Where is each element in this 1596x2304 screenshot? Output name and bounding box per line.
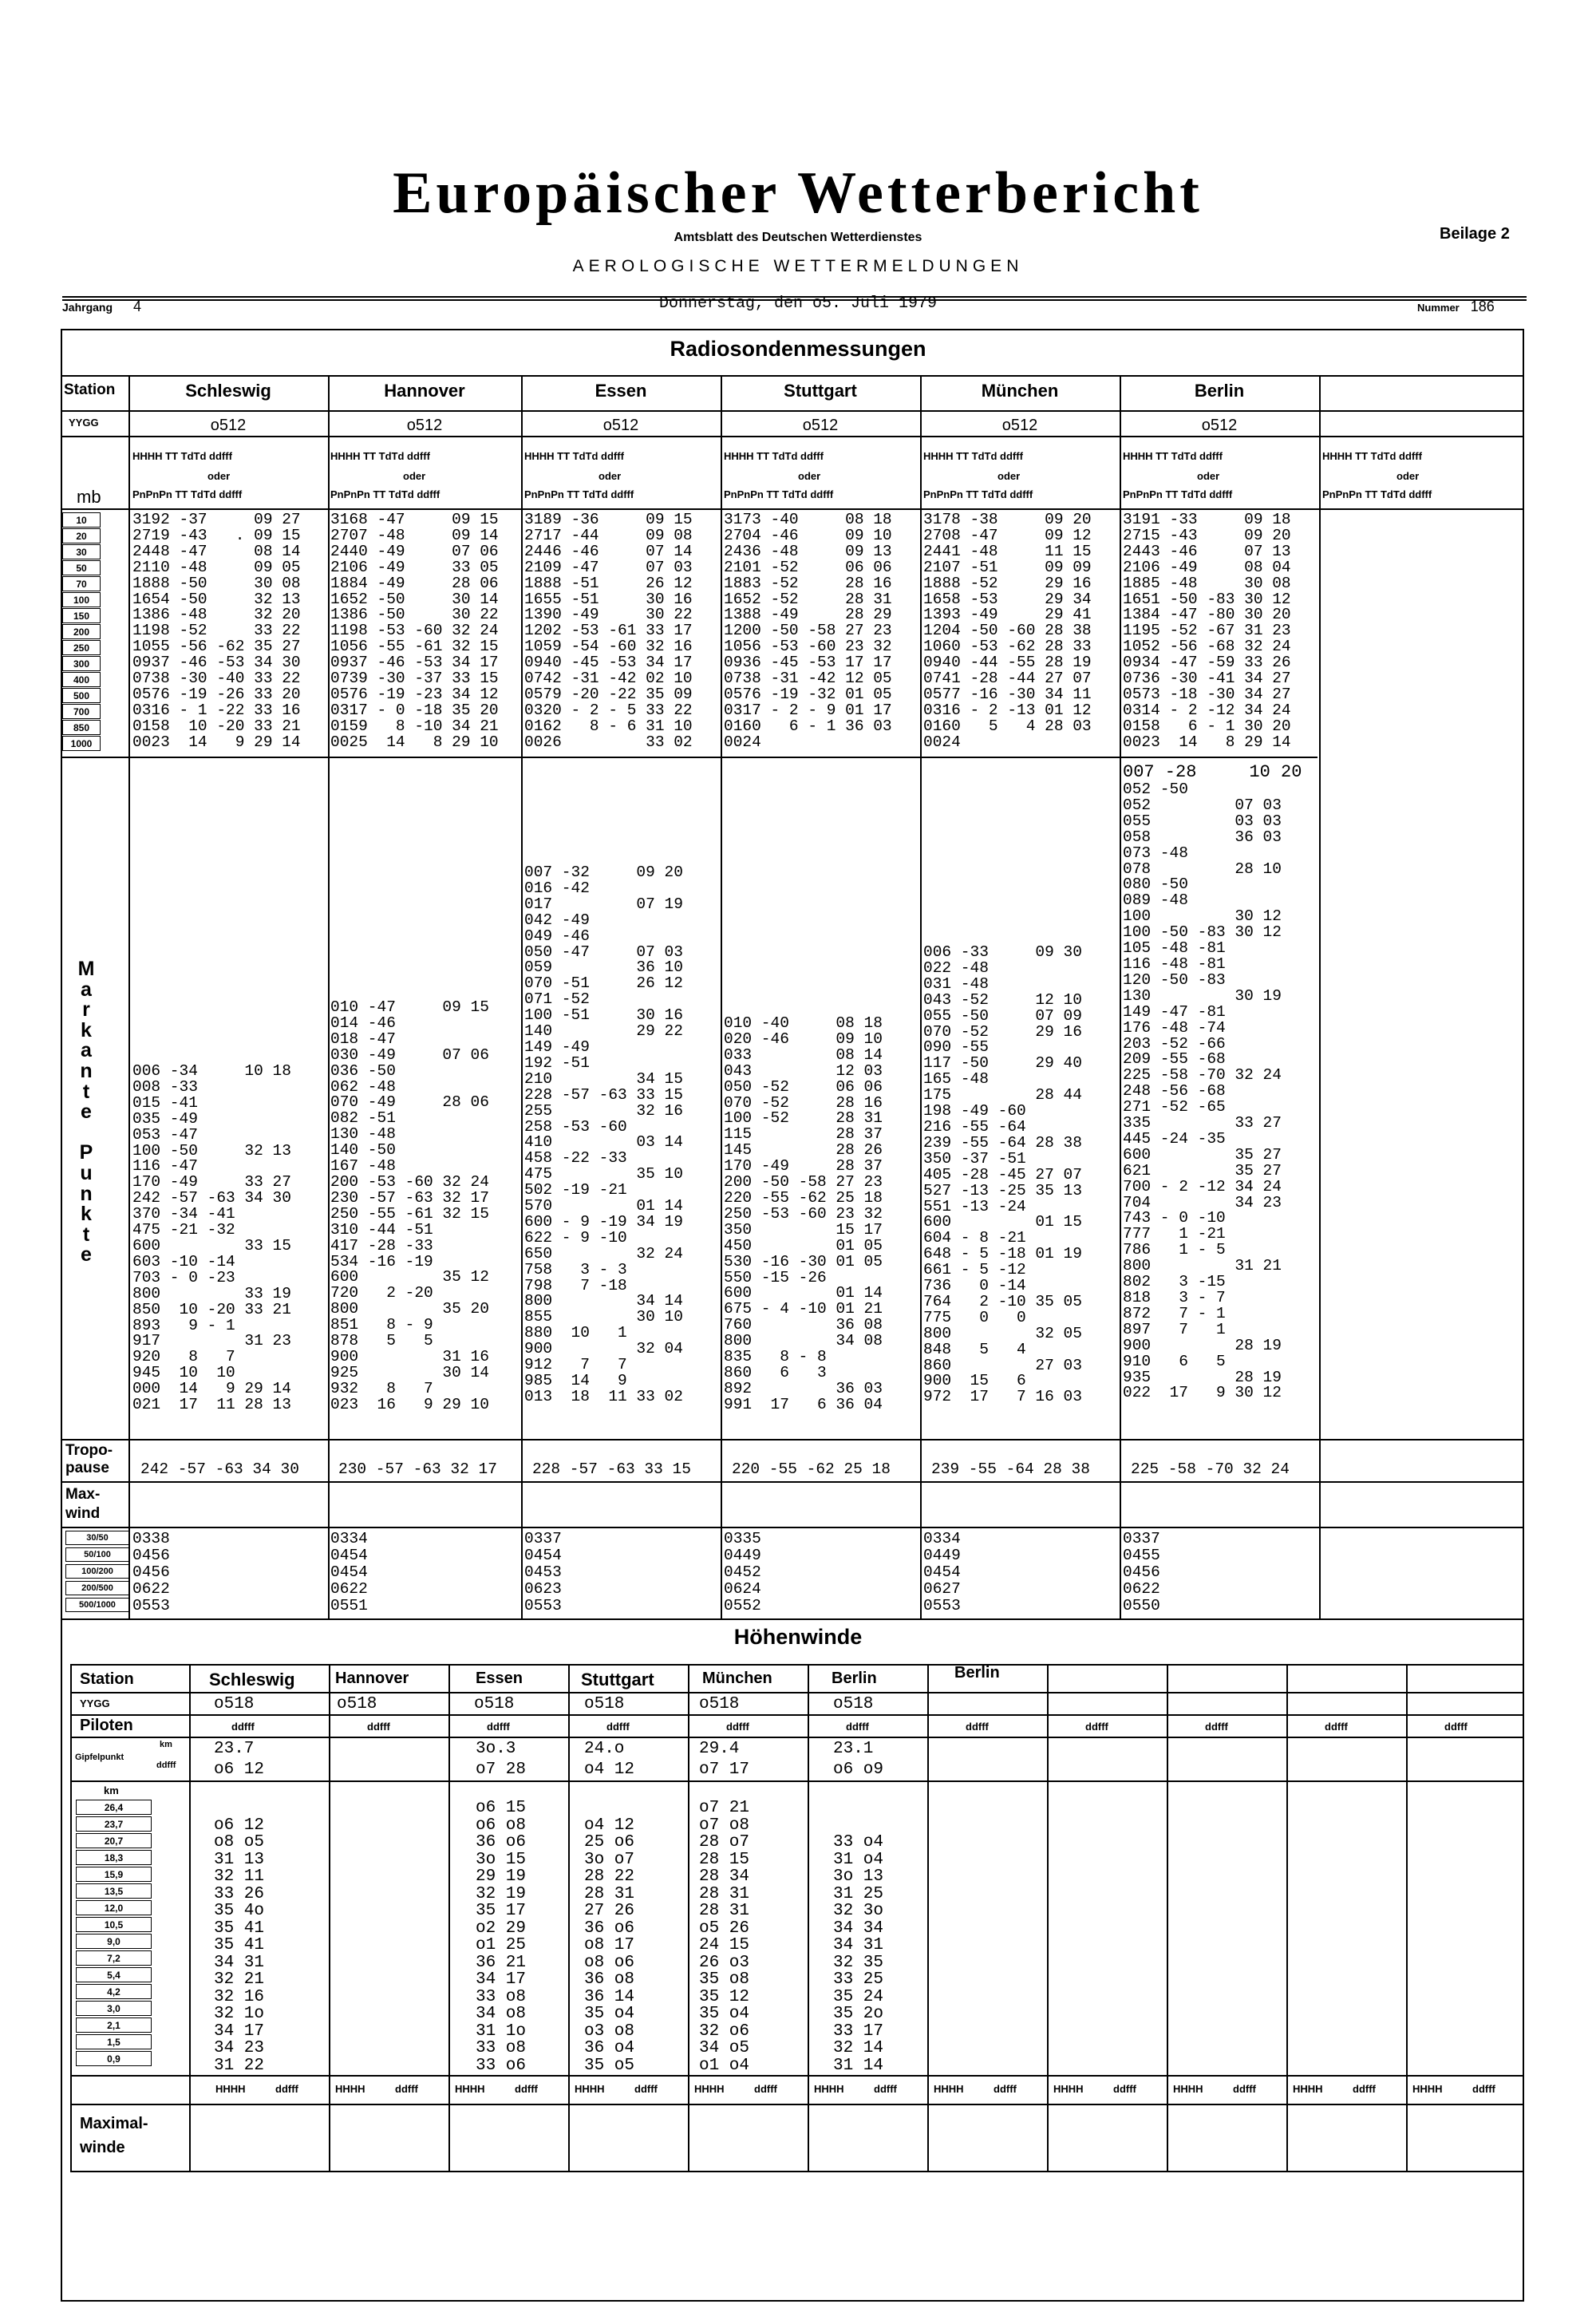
hw-gipfel-km-stuttgart: 24.o [584, 1740, 625, 1758]
colhdr-7-b: oder [1396, 470, 1420, 482]
hw-rule-maximal-bottom [70, 2171, 1524, 2172]
colhdr-1-c: PnPnPn TT TdTd ddfff [132, 488, 243, 500]
hw-piloten-label: Piloten [80, 1717, 133, 1734]
station-muenchen: München [981, 381, 1059, 401]
col-rule-3 [721, 375, 722, 1618]
tropo-stuttgart: 220 -55 -62 25 18 [732, 1460, 891, 1478]
tropo-schleswig: 242 -57 -63 34 30 [140, 1460, 299, 1478]
markante-letter: M [77, 958, 95, 980]
colhdr-7-a: HHHH TT TdTd ddfff [1322, 450, 1422, 462]
km-level-1-5: 1,5 [76, 2034, 152, 2049]
std-levels-muenchen: 3178 -38 09 20 2708 -47 09 12 2441 -48 11 15 2107 -51 09 09 1888 -52 29 16 1658 -53 29 34 1393 -49 29 41 1204 -50 -60 28 38 1060 -53 -62 28 33 0940 -44 -55 28 19 0741 -28 -44 27 07 0577 -16 -30 34 11 0316 - 2 -13 01 12 0160 5 4 28 03 0024 [923, 511, 1092, 751]
rule-station-top [61, 375, 1524, 377]
hw-piloten-ddfff-1: ddfff [231, 1721, 255, 1733]
hw-ddfff-1: ddfff [275, 2083, 298, 2095]
station-berlin: Berlin [1194, 381, 1245, 401]
hw-col-rule-3 [568, 1664, 570, 2171]
mb-level-400: 400 [62, 672, 101, 687]
hw-col-rule-4 [688, 1664, 689, 2171]
km-level-5-4: 5,4 [76, 1967, 152, 1982]
mb-level-20: 20 [62, 528, 101, 543]
hw-station-label: Station [80, 1670, 134, 1688]
hw-ddfff-10: ddfff [1353, 2083, 1376, 2095]
maxwind-essen: 0337 0454 0453 0623 0553 [524, 1530, 562, 1614]
markante-letter: t [82, 1080, 90, 1103]
mb-level-200: 200 [62, 624, 101, 639]
maxwind-muenchen: 0334 0449 0454 0627 0553 [923, 1530, 961, 1614]
colhdr-4-a: HHHH TT TdTd ddfff [724, 450, 824, 462]
km-level-12-0: 12,0 [76, 1900, 152, 1915]
km-level-0-9: 0,9 [76, 2051, 152, 2066]
tropo-essen: 228 -57 -63 33 15 [532, 1460, 691, 1478]
rule-maxwind-levels-bottom [61, 1618, 1524, 1620]
hw-station-hannover: Hannover [335, 1670, 409, 1687]
hw-gipfel-ddfff-muenchen: o7 17 [699, 1761, 750, 1779]
hw-winds-stuttgart: o4 12 25 o6 3o o7 28 22 28 31 27 26 36 o6 o8 17 o8 o6 36 o8 36 14 35 o4 o3 o8 36 o4 35 o5 [584, 1816, 635, 2075]
nummer [1417, 298, 1495, 315]
station-stuttgart: Stuttgart [784, 381, 857, 401]
hw-gipfel-km-berlin: 23.1 [833, 1740, 874, 1758]
hw-ddfff-6: ddfff [874, 2083, 897, 2095]
page-title: Europäischer Wetterbericht [393, 160, 1203, 226]
maxwind-hannover: 0334 0454 0454 0622 0551 [330, 1530, 368, 1614]
hw-col-rule-10 [1406, 1664, 1408, 2171]
yygg-essen: o512 [602, 417, 639, 434]
hw-yygg-essen: o518 [474, 1695, 515, 1713]
colhdr-5-a: HHHH TT TdTd ddfff [923, 450, 1023, 462]
nummer-value: 186 [1470, 298, 1495, 314]
colhdr-7-c: PnPnPn TT TdTd ddfff [1322, 488, 1432, 500]
hw-piloten-ddfff-11: ddfff [1444, 1721, 1468, 1733]
hw-piloten-ddfff-7: ddfff [966, 1721, 989, 1733]
maximalwinde-label: Maximal- winde [80, 2115, 148, 2156]
colhdr-5-c: PnPnPn TT TdTd ddfff [923, 488, 1033, 500]
sig-points-muenchen: 006 -33 09 30 022 -48 031 -48 043 -52 12 10 055 -50 07 09 070 -52 29 16 090 -55 117 -50 29 40 165 -48 175 28 44 198 -49 -60 216 -55 -64 239 -55 -64 28 38 350 -37 -51 405 -28 -45 27 07 527 -13 -25 35 13 551 -13 -24 600 01 15 604 - 8 -21 648 - 5 -18 01 19 661 - 5 -12 736 0 -14 764 2 -10 35 05 775 0 0 800 32 05 848 5 4 860 27 03 900 15 6 972 17 7 16 03 [923, 943, 1082, 1406]
hw-rule-km-bottom [70, 2075, 1524, 2077]
mb-level-700: 700 [62, 704, 101, 719]
jahrgang-label: Jahrgang [62, 301, 113, 314]
subtitle: Amtsblatt des Deutschen Wetterdienstes [674, 231, 922, 244]
yygg-stuttgart: o512 [802, 417, 839, 434]
sig-points-berlin-first: 007 -28 10 20 [1123, 762, 1302, 782]
colhdr-3-c: PnPnPn TT TdTd ddfff [524, 488, 634, 500]
colhdr-3-b: oder [598, 470, 622, 482]
hw-gipfel-ddfff-schleswig: o6 12 [214, 1761, 265, 1779]
colhdr-5-b: oder [998, 470, 1021, 482]
km-level-4-2: 4,2 [76, 1984, 152, 1999]
col-rule-2 [521, 375, 523, 1618]
mb-level-850: 850 [62, 720, 101, 735]
rule-colhdr-bottom [61, 508, 1524, 510]
colhdr-2-b: oder [403, 470, 426, 482]
hw-yygg-stuttgart: o518 [584, 1695, 625, 1713]
col-rule-label [128, 375, 130, 1618]
hw-ddfff-2: ddfff [395, 2083, 418, 2095]
hw-gipfel-ddfff-berlin: o6 o9 [833, 1761, 884, 1779]
hw-piloten-ddfff-5: ddfff [726, 1721, 749, 1733]
markante-letter: u [80, 1161, 93, 1184]
hw-piloten-ddfff-8: ddfff [1085, 1721, 1108, 1733]
colhdr-6-c: PnPnPn TT TdTd ddfff [1123, 488, 1233, 500]
hw-rule-top [70, 1664, 1524, 1666]
maxwind-berlin: 0337 0455 0456 0622 0550 [1123, 1530, 1160, 1614]
std-levels-hannover: 3168 -47 09 15 2707 -48 09 14 2440 -49 07 06 2106 -49 33 05 1884 -49 28 06 1652 -50 30 14 1386 -50 30 22 1198 -53 -60 32 24 1056 -55 -61 32 15 0937 -46 -53 34 17 0739 -30 -37 33 15 0576 -19 -23 34 12 0317 - 0 -18 35 20 0159 8 -10 34 21 0025 14 8 29 10 [330, 511, 499, 751]
yygg-berlin: o512 [1201, 417, 1238, 434]
hw-rule-gipfel-bottom [70, 1780, 1524, 1782]
mb-level-30: 30 [62, 544, 101, 559]
hw-gipfel-ddfff-label: ddfff [156, 1761, 176, 1770]
tropo-muenchen: 239 -55 -64 28 38 [931, 1460, 1090, 1478]
hw-rule-piloten-bottom [70, 1737, 1524, 1738]
section-heading: AEROLOGISCHE WETTERMELDUNGEN [572, 257, 1024, 275]
colhdr-6-b: oder [1197, 470, 1220, 482]
colhdr-1-a: HHHH TT TdTd ddfff [132, 450, 232, 462]
mb-level-300: 300 [62, 656, 101, 671]
std-levels-essen: 3189 -36 09 15 2717 -44 09 08 2446 -46 07 14 2109 -47 07 03 1888 -51 26 12 1655 -51 30 16 1390 -49 30 22 1202 -53 -61 33 17 1059 -54 -60 32 16 0940 -45 -53 34 17 0742 -31 -42 02 10 0579 -20 -22 35 09 0320 - 2 - 5 33 22 0162 8 - 6 31 10 0026 33 02 [524, 511, 693, 751]
col-rule-4 [920, 375, 922, 1618]
hw-rule-yygg-bottom [70, 1714, 1524, 1716]
hw-winds-muenchen: o7 21 o7 o8 28 o7 28 15 28 34 28 31 28 31 o5 26 24 15 26 o3 35 o8 35 12 35 o4 32 o6 34 o5 o1 o4 [699, 1799, 750, 2075]
sig-points-hannover: 010 -47 09 15 014 -46 018 -47 030 -49 07 06 036 -50 062 -48 070 -49 28 06 082 -51 130 -48 140 -50 167 -48 200 -53 -60 32 24 230 -57 -63 32 17 250 -55 -61 32 15 310 -44 -51 417 -28 -33 534 -16 -19 600 35 12 720 2 -20 800 35 20 851 8 - 9 878 5 5 900 31 16 925 30 14 932 8 7 023 16 9 29 10 [330, 998, 489, 1413]
hw-rule-hhhh-bottom [70, 2104, 1524, 2105]
mb-level-100: 100 [62, 592, 101, 607]
hw-station-berlin-2: Berlin [954, 1664, 1000, 1682]
hw-col-rule-9 [1286, 1664, 1288, 2171]
std-levels-stuttgart: 3173 -40 08 18 2704 -46 09 10 2436 -48 09 13 2101 -52 06 06 1883 -52 28 16 1652 -52 28 31 1388 -49 28 29 1200 -50 -58 27 23 1056 -53 -60 23 32 0936 -45 -53 17 17 0738 -31 -42 12 05 0576 -19 -32 01 05 0317 - 2 - 9 01 17 0160 6 - 1 36 03 0024 [724, 511, 892, 751]
mb-level-250: 250 [62, 640, 101, 655]
hw-ddfff-5: ddfff [754, 2083, 777, 2095]
col-rule-5 [1120, 375, 1121, 1618]
sig-points-berlin: 052 -50 052 07 03 055 03 03 058 36 03 073 -48 078 28 10 080 -50 089 -48 100 30 12 100 -50 -83 30 12 105 -48 -81 116 -48 -81 120 -50 -83 130 30 19 149 -47 -81 176 -48 -74 203 -52 -66 209 -55 -68 225 -58 -70 32 24 248 -56 -68 271 -52 -65 335 33 27 445 -24 -35 600 35 27 621 35 27 700 - 2 -12 34 24 704 34 23 743 - 0 -10 777 1 -21 786 1 - 5 800 31 21 802 3 -15 818 3 - 7 872 7 - 1 897 7 1 900 28 19 910 6 5 935 28 19 022 17 9 30 12 [1123, 781, 1282, 1402]
hw-gipfel-ddfff-stuttgart: o4 12 [584, 1761, 635, 1779]
km-level-15-9: 15,9 [76, 1867, 152, 1882]
hw-station-essen: Essen [476, 1670, 523, 1687]
hw-winds-essen: o6 15 o6 o8 36 o6 3o 15 29 19 32 19 35 17 o2 29 o1 25 36 21 34 17 33 o8 34 o8 31 1o 33 o8 33 o6 [476, 1799, 527, 2075]
hw-rule-station-bottom [70, 1692, 1524, 1693]
rule-sig-bottom [61, 1439, 1524, 1440]
markante-punkte-label [69, 959, 104, 1266]
radiosonde-title: Radiosondenmessungen [670, 337, 926, 361]
hw-winds-berlin: 33 o4 31 o4 3o 13 31 25 32 3o 34 34 34 31 32 35 33 25 35 24 35 2o 33 17 32 14 31 14 [833, 1833, 884, 2075]
rule-yygg-bottom [61, 436, 1524, 437]
hw-ddfff-3: ddfff [515, 2083, 538, 2095]
hw-winds-schleswig: o6 12 o8 o5 31 13 32 11 33 26 35 4o 35 41 35 41 34 31 32 21 32 16 32 1o 34 17 34 23 31 22 [214, 1816, 265, 2075]
markante-letter: a [81, 978, 92, 1001]
markante-letter: t [82, 1223, 90, 1246]
station-essen: Essen [595, 381, 647, 401]
maxwind-stuttgart: 0335 0449 0452 0624 0552 [724, 1530, 761, 1614]
col-rule-6 [1319, 375, 1321, 1618]
hw-yygg-hannover: o518 [337, 1695, 377, 1713]
nummer-label: Nummer [1417, 302, 1460, 314]
hw-gipfel-km-muenchen: 29.4 [699, 1740, 740, 1758]
markante-letter: k [81, 1018, 92, 1041]
km-level-10-5: 10,5 [76, 1917, 152, 1932]
hw-yygg-muenchen: o518 [699, 1695, 740, 1713]
hw-col-rule-2 [448, 1664, 450, 2171]
sig-points-stuttgart: 010 -40 08 18 020 -46 09 10 033 08 14 043 12 03 050 -52 06 06 070 -52 28 16 100 -52 28 31 115 28 37 145 28 26 170 -49 28 37 200 -50 -58 27 23 220 -55 -62 25 18 250 -53 -60 23 32 350 15 17 450 01 05 530 -16 -30 01 05 550 -15 -26 600 01 14 675 - 4 -10 01 21 760 36 08 800 34 08 835 8 - 8 860 6 3 892 36 03 991 17 6 36 04 [724, 1014, 883, 1413]
hw-station-muenchen: München [702, 1670, 772, 1687]
station-label: Station [64, 381, 116, 398]
markante-letter: r [82, 998, 90, 1022]
std-levels-berlin: 3191 -33 09 18 2715 -43 09 20 2443 -46 07 13 2106 -49 08 04 1885 -48 30 08 1651 -50 -83 30 12 1384 -47 -80 30 20 1195 -52 -67 31 23 1052 -56 -68 32 24 0934 -47 -59 33 26 0736 -30 -41 34 27 0573 -18 -30 34 27 0314 - 2 -12 34 24 0158 6 - 1 30 20 0023 14 8 29 14 [1123, 511, 1291, 751]
rule-station-bottom [61, 410, 1524, 412]
yygg-hannover: o512 [406, 417, 443, 434]
hw-piloten-ddfff-10: ddfff [1325, 1721, 1348, 1733]
tropo-berlin: 225 -58 -70 32 24 [1131, 1460, 1290, 1478]
km-level-13-5: 13,5 [76, 1883, 152, 1899]
hw-hhhh-4: HHHH [575, 2083, 605, 2095]
hw-gipfel-km-label: km [160, 1740, 172, 1749]
yygg-label: YYGG [69, 417, 99, 429]
colhdr-4-c: PnPnPn TT TdTd ddfff [724, 488, 834, 500]
colhdr-3-a: HHHH TT TdTd ddfff [524, 450, 624, 462]
hw-yygg-berlin: o518 [833, 1695, 874, 1713]
mb-level-1000: 1000 [62, 736, 101, 751]
markante-letter: n [80, 1182, 93, 1205]
km-level-23-7: 23,7 [76, 1816, 152, 1832]
hw-piloten-ddfff-9: ddfff [1205, 1721, 1228, 1733]
rule-maxwind-bottom [61, 1527, 1524, 1528]
markante-letter: a [81, 1039, 92, 1062]
station-hannover: Hannover [384, 381, 465, 401]
beilage-label: Beilage 2 [1440, 225, 1510, 243]
hw-col-rule-8 [1167, 1664, 1168, 2171]
markante-letter: e [81, 1101, 92, 1124]
rule-std-bottom [61, 757, 1317, 758]
hw-ddfff-4: ddfff [634, 2083, 658, 2095]
maxwind-label: Max- wind [65, 1486, 101, 1522]
hw-col-rule-7 [1047, 1664, 1049, 2171]
hw-piloten-ddfff-4: ddfff [606, 1721, 630, 1733]
hoehenwinde-title: Höhenwinde [733, 1625, 863, 1649]
mb-level-70: 70 [62, 576, 101, 591]
hw-ddfff-8: ddfff [1113, 2083, 1136, 2095]
hw-hhhh-10: HHHH [1293, 2083, 1323, 2095]
yygg-schleswig: o512 [210, 417, 247, 434]
mb-level-150: 150 [62, 608, 101, 623]
hw-col-rule-5 [808, 1664, 809, 2171]
hw-hhhh-8: HHHH [1053, 2083, 1084, 2095]
hw-hhhh-7: HHHH [934, 2083, 964, 2095]
maxwind-schleswig: 0338 0456 0456 0622 0553 [132, 1530, 170, 1614]
issue-date: Donnerstag, den o5. Juli 1979 [658, 294, 938, 313]
sig-points-essen: 007 -32 09 20 016 -42 017 07 19 042 -49 049 -46 050 -47 07 03 059 36 10 070 -51 26 12 071 -52 100 -51 30 16 140 29 22 149 -49 192 -51 210 34 15 228 -57 -63 33 15 255 32 16 258 -53 -60 410 03 14 458 -22 -33 475 35 10 502 -19 -21 570 01 14 600 - 9 -19 34 19 622 - 9 -10 650 32 24 758 3 - 3 798 7 -18 800 34 14 855 30 10 880 10 1 900 32 04 912 7 7 985 14 9 013 18 11 33 02 [524, 864, 683, 1405]
hw-piloten-ddfff-6: ddfff [846, 1721, 869, 1733]
hw-hhhh-2: HHHH [335, 2083, 365, 2095]
hw-col-rule-label [189, 1664, 191, 2171]
mb-level-500: 500 [62, 688, 101, 703]
tropo-hannover: 230 -57 -63 32 17 [338, 1460, 497, 1478]
col-rule-1 [328, 375, 330, 1618]
hw-ddfff-7: ddfff [994, 2083, 1017, 2095]
colhdr-6-a: HHHH TT TdTd ddfff [1123, 450, 1223, 462]
hw-hhhh-11: HHHH [1412, 2083, 1443, 2095]
hw-gipfel-km-schleswig: 23.7 [214, 1740, 255, 1758]
maxwind-level-30-50: 30/50 [65, 1531, 129, 1545]
markante-letter: n [80, 1059, 93, 1082]
mb-level-50: 50 [62, 560, 101, 575]
km-level-7-2: 7,2 [76, 1950, 152, 1966]
jahrgang-value: 4 [133, 298, 142, 314]
hw-hhhh-9: HHHH [1173, 2083, 1203, 2095]
km-level-26-4: 26,4 [76, 1800, 152, 1815]
station-schleswig: Schleswig [185, 381, 271, 401]
hw-hhhh-1: HHHH [215, 2083, 246, 2095]
markante-letter: e [81, 1243, 92, 1267]
maxwind-level-200-500: 200/500 [65, 1581, 129, 1595]
tropopause-label: Tropo- pause [65, 1442, 113, 1476]
yygg-muenchen: o512 [1001, 417, 1038, 434]
colhdr-2-a: HHHH TT TdTd ddfff [330, 450, 430, 462]
hw-col-rule-6 [927, 1664, 929, 2171]
hw-piloten-ddfff-3: ddfff [487, 1721, 510, 1733]
km-level-18-3: 18,3 [76, 1850, 152, 1865]
km-level-20-7: 20,7 [76, 1833, 152, 1848]
hw-piloten-ddfff-2: ddfff [367, 1721, 390, 1733]
maxwind-level-100-200: 100/200 [65, 1564, 129, 1579]
sig-points-schleswig: 006 -34 10 18 008 -33 015 -41 035 -49 053 -47 100 -50 32 13 116 -47 170 -49 33 27 242 -57 -63 34 30 370 -34 -41 475 -21 -32 600 33 15 603 -10 -14 703 - 0 -23 800 33 19 850 10 -20 33 21 893 9 - 1 917 31 23 920 8 7 945 10 10 000 14 9 29 14 021 17 11 28 13 [132, 1062, 291, 1414]
rule-tropo-bottom [61, 1481, 1524, 1483]
markante-letter: P [79, 1141, 93, 1164]
km-level-9-0: 9,0 [76, 1934, 152, 1949]
hw-station-stuttgart: Stuttgart [581, 1670, 654, 1689]
hw-gipfel-ddfff-essen: o7 28 [476, 1761, 527, 1779]
hw-col-rule-1 [329, 1664, 330, 2171]
hw-col-rule-left [70, 1664, 72, 2171]
hw-yygg-label: YYGG [80, 1697, 110, 1709]
hw-gipfel-label: Gipfelpunkt [75, 1753, 124, 1762]
hw-gipfel-km-essen: 3o.3 [476, 1740, 516, 1758]
km-level-2-1: 2,1 [76, 2017, 152, 2033]
hw-station-berlin: Berlin [832, 1670, 877, 1687]
hw-station-schleswig: Schleswig [209, 1670, 295, 1689]
hw-hhhh-5: HHHH [694, 2083, 725, 2095]
mb-label: mb [77, 487, 101, 507]
hw-ddfff-9: ddfff [1233, 2083, 1256, 2095]
hw-hhhh-3: HHHH [455, 2083, 485, 2095]
colhdr-2-c: PnPnPn TT TdTd ddfff [330, 488, 440, 500]
hw-hhhh-6: HHHH [814, 2083, 844, 2095]
colhdr-1-b: oder [207, 470, 231, 482]
hw-ddfff-11: ddfff [1472, 2083, 1495, 2095]
colhdr-4-b: oder [798, 470, 821, 482]
maxwind-level-50-100: 50/100 [65, 1547, 129, 1562]
markante-letter: k [81, 1203, 92, 1226]
mb-level-10: 10 [62, 512, 101, 528]
hw-km-label: km [104, 1784, 119, 1796]
std-levels-schleswig: 3192 -37 09 27 2719 -43 . 09 15 2448 -47 08 14 2110 -48 09 05 1888 -50 30 08 1654 -50 32 13 1386 -48 32 20 1198 -52 33 22 1055 -56 -62 35 27 0937 -46 -53 34 30 0738 -30 -40 33 22 0576 -19 -26 33 20 0316 - 1 -22 33 16 0158 10 -20 33 21 0023 14 9 29 14 [132, 511, 301, 751]
markante-letter [69, 1123, 104, 1144]
km-level-3-0: 3,0 [76, 2001, 152, 2016]
hw-yygg-schleswig: o518 [214, 1695, 255, 1713]
maxwind-level-500-1000: 500/1000 [65, 1598, 129, 1612]
